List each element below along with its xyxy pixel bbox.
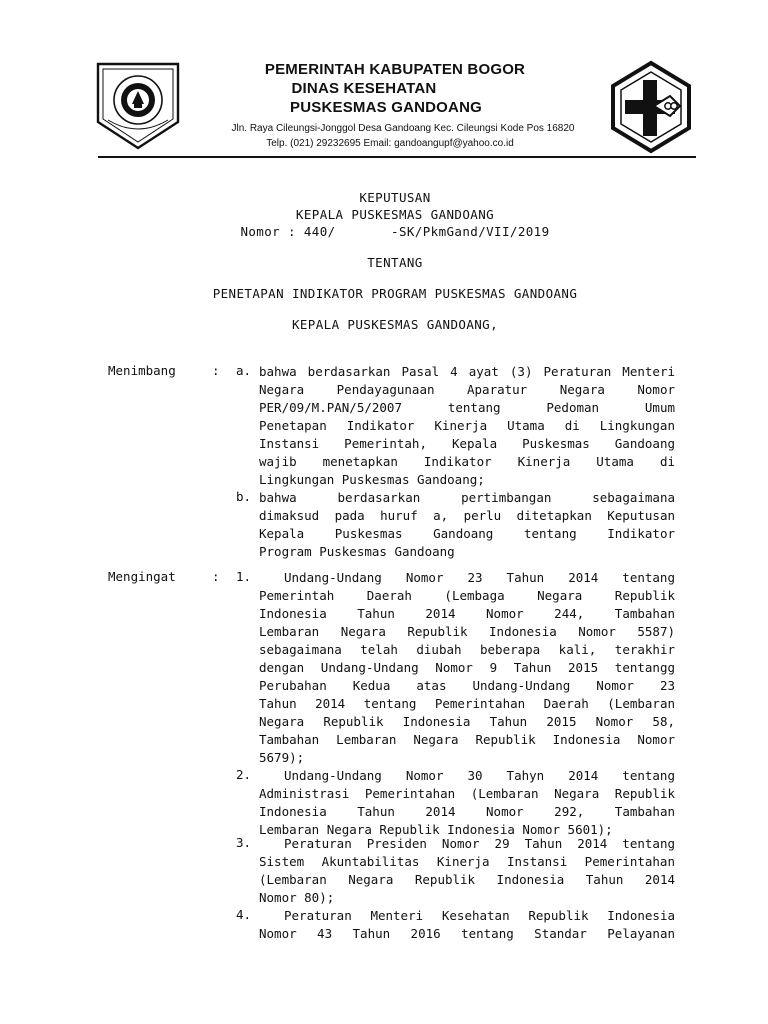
office-address: Jln. Raya Cileungsi-Jonggol Desa Gandoang Kec. Cileungsi Kode Pos 16820: [231, 123, 575, 134]
doc-type: KEPUTUSAN: [359, 190, 431, 205]
text-line: Sistem Akuntabilitas Kinerja Instansi Pemerintahan: [259, 854, 675, 869]
office-contact: Telp. (021) 29232695 Email: gandoangupf@yahoo.co.id: [266, 138, 514, 149]
text-line: Lembaran Negara Republik Indonesia Nomor 5587): [259, 624, 675, 639]
doc-subject: PENETAPAN INDIKATOR PROGRAM PUSKESMAS GANDOANG: [212, 286, 578, 301]
puskesmas-logo-icon: [610, 60, 692, 154]
letterhead-text: [180, 60, 610, 151]
mengingat-marker-2: 2.: [236, 767, 252, 782]
menimbang-colon: :: [212, 363, 220, 378]
text-line: Tambahan Lembaran Negara Republik Indonesia Nomor: [259, 732, 675, 747]
text-line: Nomor 43 Tahun 2016 tentang Standar Pelayanan: [259, 926, 675, 941]
text-line: Tahun 2014 tentang Pemerintahan Daerah (Lembaran: [259, 696, 675, 711]
doc-issuer-title: KEPALA PUSKESMAS GANDOANG: [295, 207, 495, 222]
text-line: Nomor 80);: [259, 890, 335, 905]
text-line: Perubahan Kedua atas Undang-Undang Nomor 23: [259, 678, 675, 693]
tentang-heading: TENTANG: [367, 255, 423, 270]
text-line: 5679);: [259, 750, 305, 765]
text-line: (Lembaran Negara Republik Indonesia Tahun 2014: [259, 872, 675, 887]
mengingat-marker-1: 1.: [236, 569, 252, 584]
mengingat-colon: :: [212, 569, 220, 584]
text-line: Lingkungan Puskesmas Gandoang;: [259, 472, 485, 487]
text-line: Negara Pendayagunaan Aparatur Negara Nomor: [259, 382, 675, 397]
menimbang-label: Menimbang: [108, 363, 176, 378]
text-line: Indonesia Tahun 2014 Nomor 292, Tambahan: [259, 804, 675, 819]
text-line: sebagaimana telah diubah beberapa kali, terakhir: [259, 642, 675, 657]
mengingat-marker-3: 3.: [236, 835, 252, 850]
text-line: Kepala Puskesmas Gandoang tentang Indikator: [259, 526, 675, 541]
text-line: bahwa berdasarkan Pasal 4 ayat (3) Peraturan Menteri: [259, 364, 675, 379]
text-line: Penetapan Indikator Kinerja Utama di Lingkungan: [259, 418, 675, 433]
letterhead: [0, 0, 768, 165]
agency-name: DINAS KESEHATAN: [291, 80, 437, 97]
issuer-line: KEPALA PUSKESMAS GANDOANG,: [291, 317, 499, 332]
text-line: Undang-Undang Nomor 23 Tahun 2014 tentang: [284, 570, 675, 585]
mengingat-item-3: [259, 835, 675, 907]
mengingat-item-4: [259, 907, 675, 943]
text-line: dengan Undang-Undang Nomor 9 Tahun 2015 tentangg: [259, 660, 675, 675]
text-line: Peraturan Presiden Nomor 29 Tahun 2014 tentang: [284, 836, 675, 851]
text-line: dimaksud pada huruf a, perlu ditetapkan Keputusan: [259, 508, 675, 523]
mengingat-item-2: [259, 767, 675, 839]
text-line: wajib menetapkan Indikator Kinerja Utama di: [259, 454, 675, 469]
government-name: PEMERINTAH KABUPATEN BOGOR: [264, 61, 526, 78]
text-line: Lembaran Negara Republik Indonesia Nomor 5601);: [259, 822, 613, 837]
menimbang-item-b: [259, 489, 675, 561]
menimbang-marker-b: b.: [236, 489, 252, 504]
text-line: Pemerintah Daerah (Lembaga Negara Republik: [259, 588, 675, 603]
menimbang-item-a: [259, 363, 675, 489]
text-line: PER/09/M.PAN/5/2007 tentang Pedoman Umum: [259, 400, 675, 415]
mengingat-label: Mengingat: [108, 569, 176, 584]
mengingat-item-1: [259, 569, 675, 767]
menimbang-marker-a: a.: [236, 363, 252, 378]
text-line: Negara Republik Indonesia Tahun 2015 Nomor 58,: [259, 714, 675, 729]
letterhead-divider: [98, 156, 696, 158]
text-line: bahwa berdasarkan pertimbangan sebagaimana: [259, 490, 675, 505]
mengingat-marker-4: 4.: [236, 907, 252, 922]
bogor-emblem-icon: [94, 60, 182, 152]
text-line: Peraturan Menteri Kesehatan Republik Indonesia: [284, 908, 675, 923]
doc-number: Nomor : 440/ -SK/PkmGand/VII/2019: [240, 224, 550, 239]
text-line: Program Puskesmas Gandoang: [259, 544, 455, 559]
office-name: PUSKESMAS GANDOANG: [290, 99, 482, 116]
text-line: Indonesia Tahun 2014 Nomor 244, Tambahan: [259, 606, 675, 621]
text-line: Administrasi Pemerintahan (Lembaran Negara Republik: [259, 786, 675, 801]
text-line: Undang-Undang Nomor 30 Tahyn 2014 tentang: [284, 768, 675, 783]
text-line: Instansi Pemerintah, Kepala Puskesmas Gandoang: [259, 436, 675, 451]
